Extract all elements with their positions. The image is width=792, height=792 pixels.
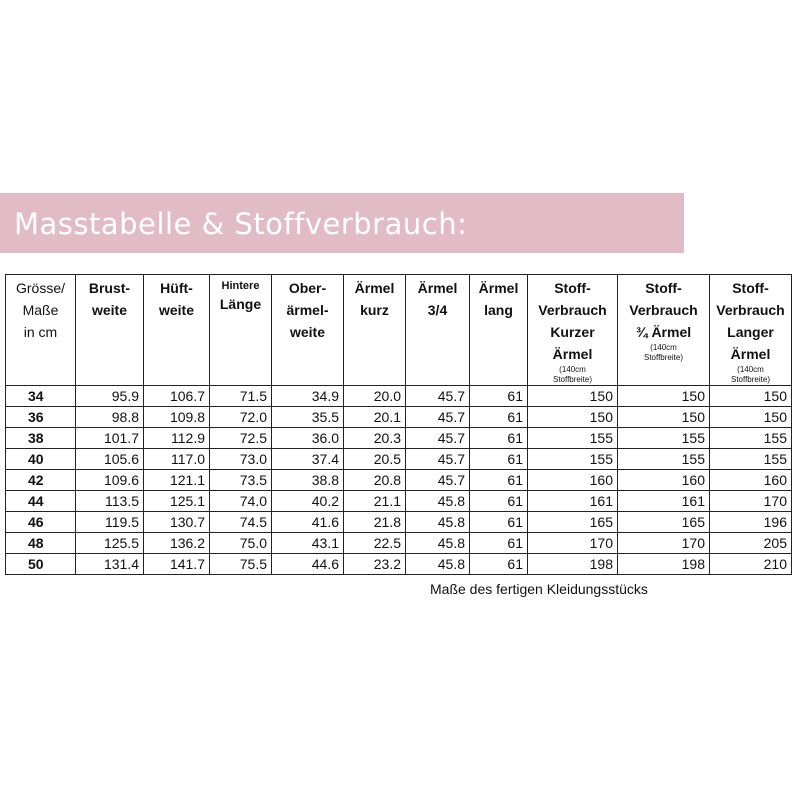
header-stoff-kurz-line: Ärmel [552,346,593,362]
table-cell: 155 [528,449,618,470]
table-cell: 150 [528,407,618,428]
table-cell: 21.1 [344,491,406,512]
header-stoff-dreiviertel-line: Verbrauch [629,302,698,318]
table-cell: 72.5 [210,428,272,449]
header-oberarm-line: ärmel- [286,302,329,318]
table-cell: 205 [710,533,792,554]
header-size-line: Maße [22,302,59,318]
table-cell: 22.5 [344,533,406,554]
size-cell: 38 [6,428,76,449]
header-size-line: Grösse/ [15,280,65,296]
table-cell: 73.0 [210,449,272,470]
table-row [6,449,792,470]
table-cell: 75.0 [210,533,272,554]
header-brust-line: weite [91,302,127,318]
header-brust [76,275,144,386]
header-huft [144,275,210,386]
table-cell: 38.8 [272,470,344,491]
table-row [6,428,792,449]
table-row [6,386,792,407]
header-laenge-line: Länge [219,296,262,312]
header-stoff-kurz [528,275,618,386]
table-cell: 136.2 [144,533,210,554]
header-stoff-lang [710,275,792,386]
fabric-width-note: (140cm [650,343,677,352]
table-cell: 61 [470,512,528,533]
table-cell: 73.5 [210,470,272,491]
table-cell: 101.7 [76,428,144,449]
table-cell: 125.5 [76,533,144,554]
table-cell: 121.1 [144,470,210,491]
table-cell: 150 [710,386,792,407]
table-cell: 198 [528,554,618,575]
table-cell: 75.5 [210,554,272,575]
size-cell: 50 [6,554,76,575]
size-cell: 36 [6,407,76,428]
table-cell: 74.0 [210,491,272,512]
table-cell: 210 [710,554,792,575]
table-row [6,512,792,533]
title-banner [0,193,684,253]
table-cell: 155 [710,428,792,449]
header-oberarm [272,275,344,386]
table-cell: 20.5 [344,449,406,470]
header-huft-line: Hüft- [160,280,193,296]
header-kurz-line: Ärmel [354,280,395,296]
header-stoff-dreiviertel [618,275,710,386]
header-lang [470,275,528,386]
header-stoff-dreiviertel-line: Stoff- [645,280,682,296]
size-cell: 42 [6,470,76,491]
table-cell: 34.9 [272,386,344,407]
header-kurz [344,275,406,386]
table-cell: 71.5 [210,386,272,407]
size-cell: 44 [6,491,76,512]
fabric-width-note: Stoffbreite) [553,375,592,384]
table-cell: 113.5 [76,491,144,512]
table-cell: 61 [470,386,528,407]
header-kurz-line: kurz [360,302,389,318]
table-cell: 160 [528,470,618,491]
table-cell: 112.9 [144,428,210,449]
table-row [6,491,792,512]
header-stoff-lang-line: Verbrauch [716,302,785,318]
table-cell: 141.7 [144,554,210,575]
header-laenge-line: Hintere [221,280,260,292]
table-cell: 155 [618,428,710,449]
footnote: Maße des fertigen Kleidungsstücks [430,581,648,597]
table-cell: 45.7 [406,407,470,428]
header-lang-line: Ärmel [478,280,519,296]
table-cell: 165 [618,512,710,533]
table-cell: 45.8 [406,533,470,554]
table-cell: 155 [618,449,710,470]
header-huft-line: weite [158,302,194,318]
table-cell: 160 [710,470,792,491]
table-cell: 119.5 [76,512,144,533]
table-row [6,470,792,491]
size-table [5,274,792,575]
table-cell: 61 [470,449,528,470]
header-dreiviertel [406,275,470,386]
table-cell: 35.5 [272,407,344,428]
size-cell: 46 [6,512,76,533]
page-title: Masstabelle & Stoffverbrauch: [14,207,468,241]
header-oberarm-line: weite [289,324,325,340]
table-cell: 155 [528,428,618,449]
header-stoff-kurz-line: Stoff- [554,280,591,296]
table-cell: 45.8 [406,554,470,575]
table-cell: 150 [618,407,710,428]
table-cell: 45.7 [406,428,470,449]
table-cell: 45.7 [406,470,470,491]
table-cell: 155 [710,449,792,470]
table-cell: 150 [618,386,710,407]
table-cell: 40.2 [272,491,344,512]
table-cell: 98.8 [76,407,144,428]
table-cell: 170 [618,533,710,554]
table-cell: 43.1 [272,533,344,554]
table-cell: 198 [618,554,710,575]
size-cell: 48 [6,533,76,554]
fabric-width-note: Stoffbreite) [731,375,770,384]
table-cell: 109.6 [76,470,144,491]
table-cell: 21.8 [344,512,406,533]
table-cell: 45.8 [406,491,470,512]
size-cell: 40 [6,449,76,470]
table-cell: 72.0 [210,407,272,428]
table-cell: 161 [528,491,618,512]
fabric-width-note: (140cm [737,365,764,374]
table-cell: 160 [618,470,710,491]
header-stoff-kurz-line: Kurzer [550,324,595,340]
table-cell: 161 [618,491,710,512]
table-cell: 20.0 [344,386,406,407]
header-stoff-lang-line: Stoff- [732,280,769,296]
table-cell: 170 [528,533,618,554]
table-cell: 150 [528,386,618,407]
fabric-width-note: (140cm [559,365,586,374]
table-cell: 125.1 [144,491,210,512]
table-cell: 61 [470,533,528,554]
header-dreiviertel-line: Ärmel [417,280,458,296]
table-cell: 74.5 [210,512,272,533]
table-cell: 105.6 [76,449,144,470]
table-cell: 41.6 [272,512,344,533]
table-cell: 45.7 [406,386,470,407]
header-laenge [210,275,272,386]
header-row [6,275,792,386]
table-cell: 44.6 [272,554,344,575]
table-cell: 61 [470,554,528,575]
table-cell: 117.0 [144,449,210,470]
header-lang-line: lang [484,302,513,318]
header-stoff-dreiviertel-line: ¾ Ärmel [635,324,692,340]
table-cell: 45.7 [406,449,470,470]
table-cell: 165 [528,512,618,533]
table-cell: 150 [710,407,792,428]
table-cell: 61 [470,428,528,449]
table-cell: 20.1 [344,407,406,428]
table-cell: 106.7 [144,386,210,407]
size-cell: 34 [6,386,76,407]
fabric-width-note: Stoffbreite) [644,353,683,362]
table-cell: 130.7 [144,512,210,533]
table-cell: 45.8 [406,512,470,533]
header-oberarm-line: Ober- [288,280,327,296]
table-cell: 61 [470,491,528,512]
table-row [6,407,792,428]
table-row [6,554,792,575]
table-cell: 131.4 [76,554,144,575]
header-size [6,275,76,386]
table-cell: 36.0 [272,428,344,449]
table-cell: 61 [470,470,528,491]
table-cell: 20.8 [344,470,406,491]
header-stoff-kurz-line: Verbrauch [538,302,607,318]
header-stoff-lang-line: Ärmel [730,346,771,362]
table-cell: 95.9 [76,386,144,407]
table-cell: 37.4 [272,449,344,470]
table-cell: 196 [710,512,792,533]
table-cell: 109.8 [144,407,210,428]
table-cell: 23.2 [344,554,406,575]
header-dreiviertel-line: 3/4 [427,302,448,318]
table-row [6,533,792,554]
table-cell: 170 [710,491,792,512]
table-cell: 61 [470,407,528,428]
header-size-line: in cm [23,324,58,340]
table-cell: 20.3 [344,428,406,449]
header-stoff-lang-line: Langer [727,324,774,340]
size-table-body [6,386,792,575]
header-brust-line: Brust- [88,280,131,296]
